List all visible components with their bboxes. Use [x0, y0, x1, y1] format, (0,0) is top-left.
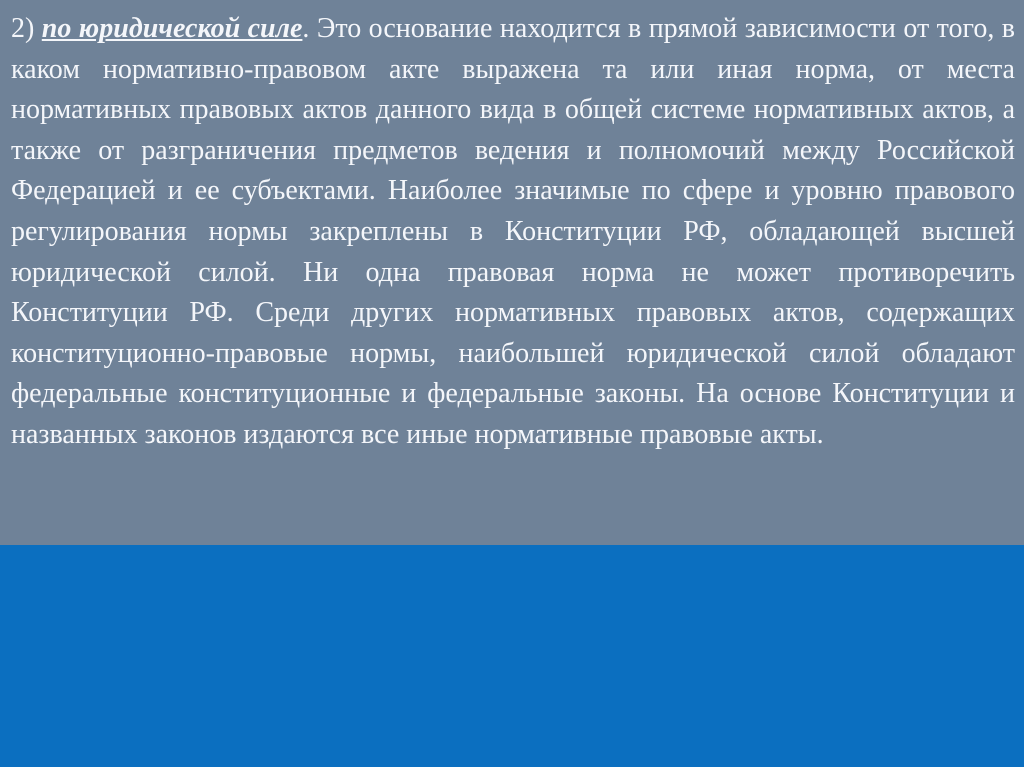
body-paragraph [11, 9, 1015, 456]
term-heading: по юридической силе [41, 13, 303, 44]
term-suffix: . [302, 13, 310, 44]
number-prefix: 2) [11, 13, 42, 44]
body-text: Это основание находится в прямой зависимости от того, в каком нормативно-правовом акте выражена та или иная норма, от места нормативных правовых актов данного вида в общей системе нормативных актов, а также от разграничения предметов ведения и полномочий между Российской Федерацией и ее субъектами. Наиболее значимые по сфере и уровню правового регулирования нормы закреплены в Конституции РФ, обладающей высшей юридической силой. Ни одна правовая норма не может противоречить Конституции РФ. Среди других нормативных правовых актов, содержащих конституционно-правовые нормы, наибольшей юридической силой обладают федеральные конституционные и федеральные законы. На основе Конституции и названных законов издаются все иные нормативные правовые акты. [11, 13, 1015, 450]
